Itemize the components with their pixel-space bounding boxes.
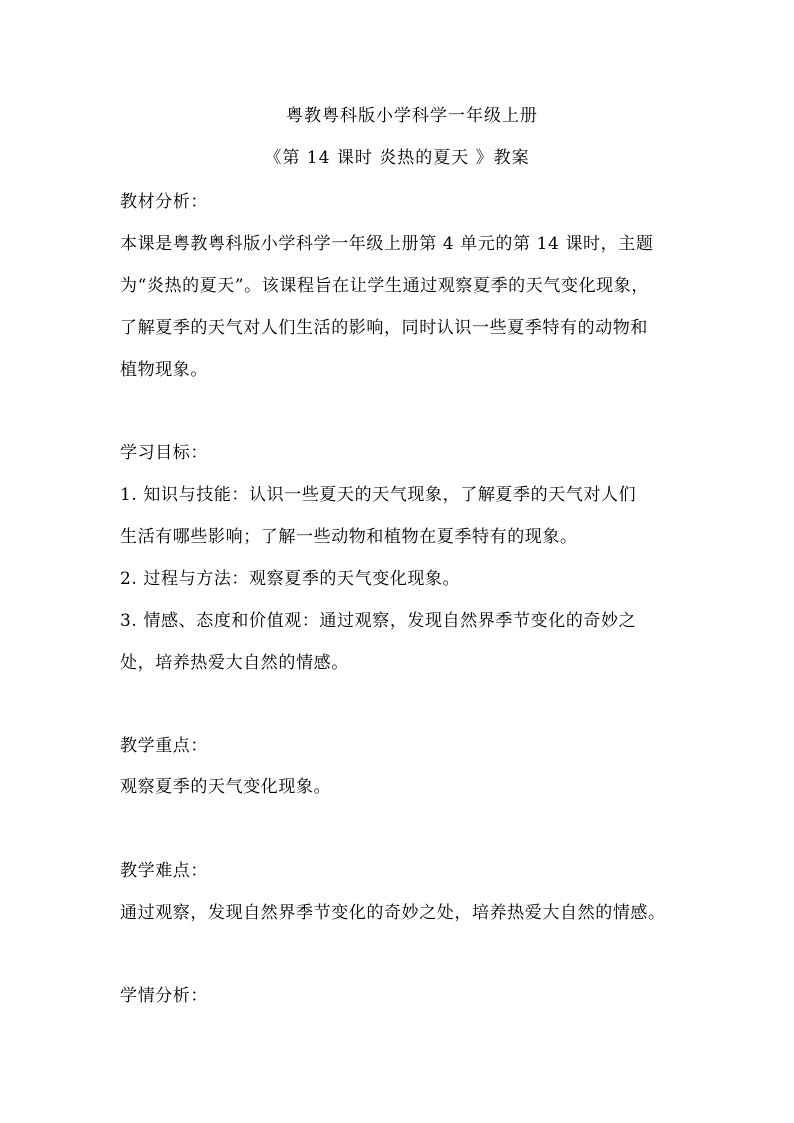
key-point-line: 观察夏季的天气变化现象。	[120, 777, 332, 797]
goal-line: 1. 知识与技能：认识一些夏天的天气现象，了解夏季的天气对人们	[120, 485, 637, 505]
paragraph-line: 为“炎热的夏天”。该课程旨在让学生通过观察夏季的天气变化现象，	[120, 276, 649, 296]
goal-line: 处，培养热爱大自然的情感。	[120, 653, 349, 673]
section-heading-learning-goals: 学习目标：	[120, 443, 208, 463]
document-subtitle: 《第 14 课时 炎热的夏天 》教案	[264, 148, 530, 168]
section-heading-material-analysis: 教材分析：	[120, 192, 208, 212]
paragraph-line: 了解夏季的天气对人们生活的影响，同时认识一些夏季特有的动物和	[120, 318, 648, 338]
difficult-point-line: 通过观察，发现自然界季节变化的奇妙之处，培养热爱大自然的情感。	[120, 903, 666, 923]
document-title: 粤教粤科版小学科学一年级上册	[286, 106, 538, 126]
goal-line: 2. 过程与方法：观察夏季的天气变化现象。	[120, 569, 461, 589]
goal-line: 3. 情感、态度和价值观：通过观察，发现自然界季节变化的奇妙之	[120, 611, 637, 631]
paragraph-line: 植物现象。	[120, 360, 208, 380]
section-heading-student-analysis: 学情分析：	[120, 986, 208, 1006]
section-heading-key-points: 教学重点：	[120, 736, 208, 756]
section-heading-difficult-points: 教学难点：	[120, 861, 208, 881]
goal-line: 生活有哪些影响；了解一些动物和植物在夏季特有的现象。	[120, 527, 578, 547]
paragraph-line: 本课是粤教粤科版小学科学一年级上册第 4 单元的第 14 课时，主题	[120, 234, 654, 254]
